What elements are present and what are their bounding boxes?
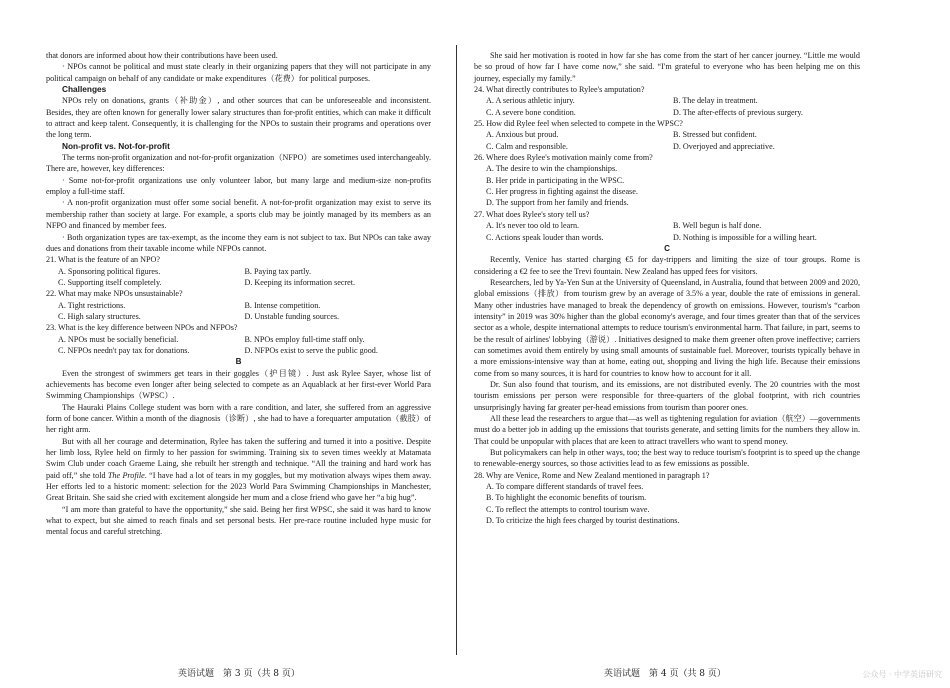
option: A. NPOs must be socially beneficial. [58, 334, 179, 344]
paragraph: Researchers, led by Ya-Yen Sun at the University of Queensland, in Australia, found that between 2009 and 2020, global emissions（排放）from tourism grew by an average of 3.5% a year, double the rate of emissions in general. Many other industries have managed to break the dependency of growth on emissions. However, tourism's “carbon intensity” in 2019 was 30% higher than the global economy's average, and four times greater than that of the services sector as a whole, despite international attempts to reduce tourism's environmental harm. That failure, in part, seems to be the result of airlines' lobbying（游说）. Initiatives designed to make them greener often prove ineffective; carriers can sometimes avoid them entirely by using small amounts of sustainable fuel. Moreover, tourists typically behave in a more emissions-intensive way than at home, eating out, shopping and living the high life. Because their emissions come from so many sources, it is hard for countries to know how to account for it all. [474, 277, 861, 378]
option: A. A serious athletic injury. [486, 96, 575, 106]
option: C. Calm and responsible. [486, 141, 568, 151]
option: B. NPOs employ full-time staff only. [244, 334, 365, 344]
question-28: 28. Why are Venice, Rome and New Zealand mentioned in paragraph 1? [474, 470, 710, 480]
question-23: 23. What is the key difference between NPOs and NFPOs? [46, 323, 238, 333]
option: A. Anxious but proud. [486, 130, 559, 140]
column-divider [456, 45, 457, 655]
heading-challenges: Challenges [62, 84, 107, 95]
section-label-b: B [235, 357, 242, 367]
option: D. Unstable funding sources. [244, 311, 340, 321]
watermark: 公众号 · 中学英语研究 [862, 670, 942, 679]
page-footer-right: 英语试题 第 4 页（共 8 页） [604, 669, 726, 679]
question-23-options [46, 334, 431, 357]
option: D. The after-effects of previous surgery. [673, 107, 803, 117]
section-label-c: C [664, 243, 670, 253]
question-28-options [474, 481, 860, 526]
option: D. Nothing is impossible for a willing heart. [673, 232, 817, 242]
option: B. Her pride in participating in the WPSC. [486, 175, 625, 185]
paragraph: NPOs rely on donations, grants（补助金）, and other sources that can be unforeseeable and inconsistent. Besides, they are often known for generally lower salary structures than for-profit entities, which can make it difficult to attract and keep talent. Consequently, it is challenging for the NPOs to sustain their programs and operations over the long term. [46, 96, 431, 140]
heading-nonprofit-vs-notforprofit: Non-profit vs. Not-for-profit [62, 140, 170, 151]
paragraph: The Hauraki Plains College student was born with a rare condition, and later, she suffered from an aggressive form of bone cancer. Within a month of the diagnosis（诊断）, she had to have a forequarter amputation（截肢）of her right arm. [46, 402, 431, 435]
option: B. Well begun is half done. [673, 221, 762, 231]
paragraph: The terms non-profit organization and not-for-profit organization（NFPO）are sometimes used interchangeably. There are, however, key differences: [46, 153, 431, 174]
question-27-options [474, 220, 860, 243]
option: D. Overjoyed and appreciative. [673, 141, 775, 151]
option: C. Supporting itself completely. [58, 277, 162, 287]
bullet-paragraph: · A non-profit organization must offer some social benefit. A not-for-profit organization may exist to serve its membership rather than society at large. For example, a sports club may be jointly managed by its members as an NFPO and financed by member fees. [46, 198, 431, 231]
question-25: 25. How did Rylee feel when selected to compete in the WPSC? [474, 119, 683, 129]
bullet-paragraph: · Some not-for-profit organizations use only volunteer labor, but many large and medium-size non-profits employ a full-time staff. [46, 175, 431, 197]
paragraph: that donors are informed about how their contributions have been used. [46, 51, 278, 60]
bullet-paragraph: · NPOs cannot be political and must state clearly in their organizing papers that they will not participate in any political campaign on behalf of any candidate or make expenditures（花费）for political purposes. [46, 62, 431, 83]
publication-title: The Profile [107, 470, 145, 480]
paragraph: “I am more than grateful to have the opportunity,” she said. Being her first WPSC, she said it was hard to know what to expect, but she aimed to reach finals and set personal bests. Her pre-race routine included hype music for mental focus and careful stretching. [46, 504, 431, 537]
option: D. NFPOs exist to serve the public good. [244, 345, 378, 355]
paragraph-text: But with all her courage and determination, Rylee has taken the suffering and turned it into a positive. Despite her limb loss, Rylee held on firmly to her passion for swimming. Training six to seven times weekly at Matamata Swim Club under coach Graeme Laing, she rebuilt her strength and technique. “All the training and hard work has paid off,” she told [46, 436, 431, 480]
right-column [474, 50, 860, 526]
option: B. Stressed but confident. [673, 130, 757, 140]
question-21-options [46, 266, 431, 289]
option: C. To reflect the attempts to control tourism wave. [486, 504, 650, 514]
question-22: 22. What may make NPOs unsustainable? [46, 289, 183, 299]
question-24-options [474, 95, 860, 118]
option: A. Sponsoring political figures. [58, 266, 161, 276]
paragraph-text: . “I have had a lot of tears in my goggles, but my motivation always wipes them away. Her efforts led to a historic moment: selection for the 2023 World Para Swimming Championships in Manchester, Great Britain. She said she cried with excitement alongside her mum and a close friend who gave her “a big hug”. [46, 470, 432, 503]
paragraph [46, 436, 431, 504]
question-21: 21. What is the feature of an NPO? [46, 255, 161, 265]
paragraph: Recently, Venice has started charging €5 for day-trippers and limiting the size of tour groups. Rome is considering a €2 fee to see the Trevi fountain. New Zealand has upped fees for visitors. [474, 255, 860, 276]
option: D. To criticize the high fees charged by tourist destinations. [486, 516, 680, 526]
option: B. Paying tax partly. [244, 266, 311, 276]
option: A. It's never too old to learn. [486, 221, 580, 231]
page-footer-left: 英语试题 第 3 页（共 8 页） [178, 669, 300, 679]
option: C. NFPOs needn't pay tax for donations. [58, 345, 190, 355]
option: B. Intense competition. [244, 300, 321, 310]
paragraph: Even the strongest of swimmers get tears in their goggles（护目镜）. Just ask Rylee Sayer, whose list of achievements has become even longer after being selected to compete as an Aquablack at her first-ever World Para Swimming Championships（WPSC）. [46, 368, 431, 401]
option: B. The delay in treatment. [673, 96, 758, 106]
paragraph: Dr. Sun also found that tourism, and its emissions, are not distributed evenly. The 20 countries with the most tourism emissions per person were responsible for three-quarters of the global footprint, with rich countries unsurprisingly having far greater per-head emissions from tourism than poorer ones. [474, 379, 860, 412]
question-25-options [474, 129, 860, 152]
paragraph: All these lead the researchers to argue that—as well as tightening regulation for aviation（航空）—governments must do a better job in adding up the emissions that tourists generate, and setting limits for the numbers they allow in. That could be unpopular with places that are keen to attract travellers who want to spend money. [474, 414, 860, 446]
left-column [46, 50, 431, 538]
question-22-options [46, 300, 431, 323]
option: D. The support from her family and friends. [486, 198, 629, 208]
option: A. Tight restrictions. [58, 300, 126, 310]
question-26-options [474, 163, 860, 208]
option: B. To highlight the economic benefits of tourism. [486, 493, 647, 503]
option: A. To compare different standards of travel fees. [486, 482, 644, 492]
paragraph: She said her motivation is rooted in how far she has come from the start of her cancer journey. “Little me would be so proud of how far I have come now,” she said. “I'm grateful to everyone who has been helping me on this journey, especially my family.” [474, 51, 860, 83]
option: C. High salary structures. [58, 311, 141, 321]
question-27: 27. What does Rylee's story tell us? [474, 209, 590, 219]
option: D. Keeping its information secret. [244, 277, 356, 287]
option: C. Actions speak louder than words. [486, 232, 604, 242]
paragraph: But policymakers can help in other ways, too; the best way to reduce tourism's footprint is to speed up the change to renewable-energy sources, so those activities lead to as few emissions as possible. [474, 448, 860, 469]
bullet-paragraph: · Both organization types are tax-exempt, as the income they earn is not subject to tax. But NPOs can take away dues and donations from their taxable income while NFPOs cannot. [46, 232, 431, 253]
question-24: 24. What directly contributes to Rylee's amputation? [474, 85, 645, 95]
option: C. A severe bone condition. [486, 107, 576, 117]
question-26: 26. Where does Rylee's motivation mainly come from? [474, 153, 653, 163]
option: A. The desire to win the championships. [486, 164, 618, 174]
option: C. Her progress in fighting against the disease. [486, 187, 638, 197]
